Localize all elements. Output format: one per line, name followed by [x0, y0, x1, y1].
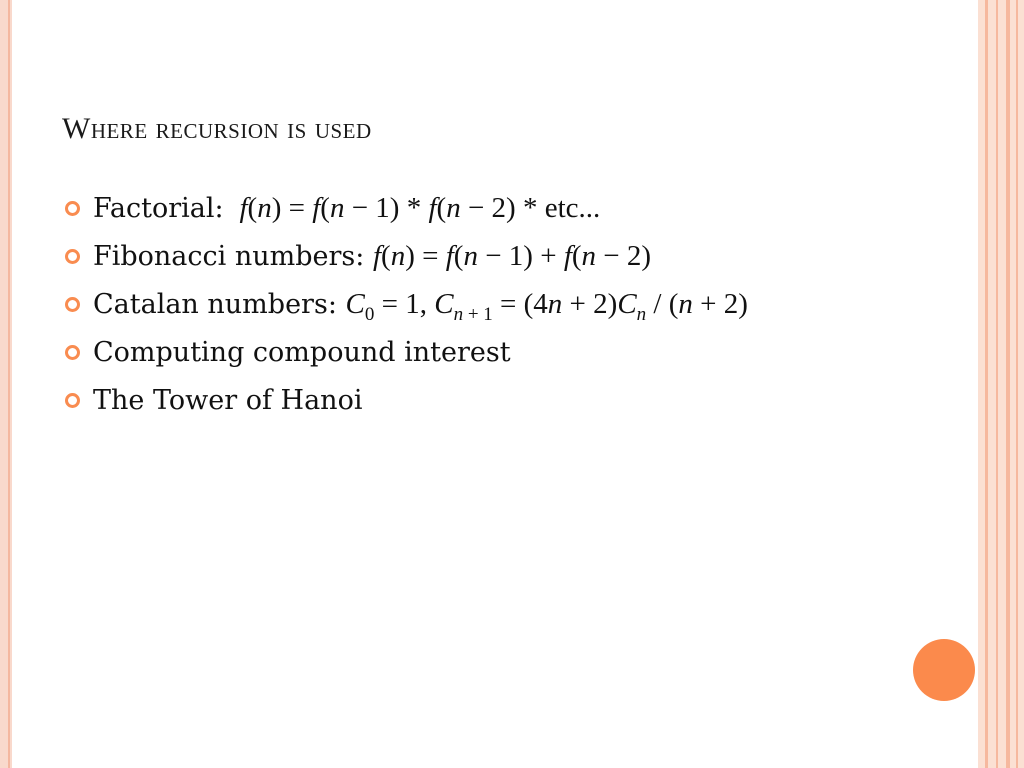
list-item [62, 380, 882, 421]
bullet-formula: f(n) = f(n − 1) + f(n − 2) [372, 240, 652, 272]
right-border-line [1016, 0, 1018, 768]
left-border-line [8, 0, 10, 768]
slide-title: Where recursion is used [62, 112, 372, 145]
bullet-icon [65, 297, 80, 312]
bullet-label: Factorial: [93, 193, 224, 224]
list-item [62, 284, 882, 325]
right-border-line [1006, 0, 1010, 768]
bullet-label: Computing compound interest [93, 337, 511, 368]
bullet-label: Fibonacci numbers: [93, 241, 365, 272]
bullet-icon [65, 249, 80, 264]
right-border-line [996, 0, 998, 768]
bullet-icon [65, 393, 80, 408]
accent-circle [913, 639, 975, 701]
bullet-list [62, 188, 882, 428]
bullet-formula: f(n) = f(n − 1) * f(n − 2) * etc... [239, 192, 601, 224]
list-item [62, 332, 882, 373]
bullet-label: The Tower of Hanoi [93, 385, 363, 416]
list-item [62, 188, 882, 229]
list-item [62, 236, 882, 277]
left-border-decoration [0, 0, 12, 768]
bullet-label: Catalan numbers: [93, 289, 337, 320]
right-border-line [985, 0, 988, 768]
bullet-formula: $C_0 = 1$, $C_{n + 1} = (4n + 2)C_n / (n + 2)$ [345, 288, 748, 325]
bullet-icon [65, 345, 80, 360]
bullet-icon [65, 201, 80, 216]
